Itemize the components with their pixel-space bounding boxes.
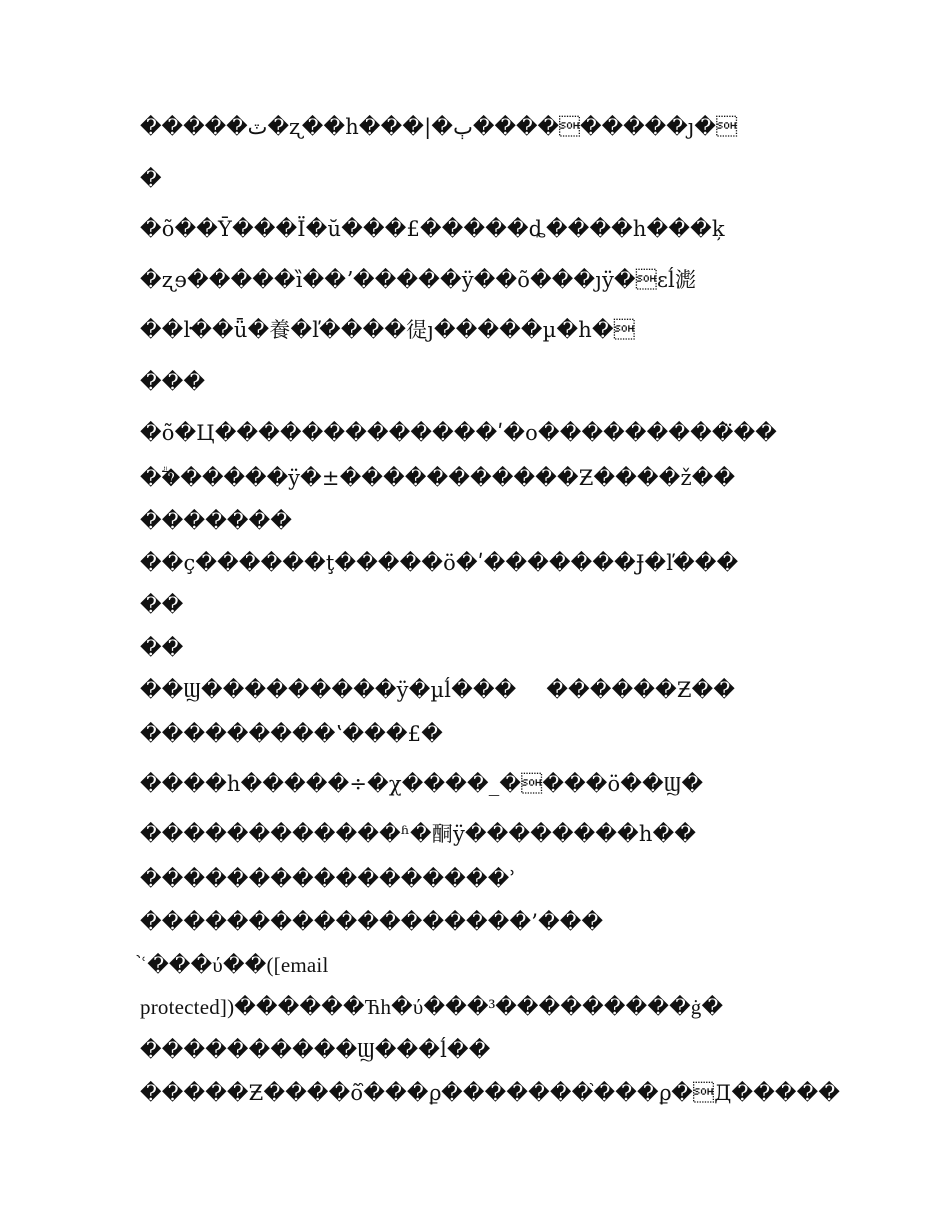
text-line-16: ������������ʱ�酮ÿ��������h�� xyxy=(140,822,697,846)
text-line-10: ��ç������ţ�����ö�ʹ�������Ɉ�ľ��� xyxy=(140,551,739,575)
text-line-21: ����������Ϣ���ĺ�� xyxy=(140,1038,491,1062)
text-line-9: ������� xyxy=(140,509,293,533)
text-line-13-left: ��Ϣ���������ÿ�µĺ��� xyxy=(140,678,517,702)
text-line-1: �����ٽ�ʐ��h���|�ٻ���������ȷ� xyxy=(140,115,738,139)
text-line-8: ��ؖ�����ÿ�±�����������Ƶ����ž�� xyxy=(140,466,736,490)
text-line-5: ��ŀ��ǖ�養�ľ����徥ȷ�����µ�h� xyxy=(140,318,635,342)
text-line-2: � xyxy=(140,167,162,191)
text-line-4: �ʐɘ�����ȉ��ʼ�����ÿ��õ���ȷÿ�ɛĺ滮 xyxy=(140,268,697,292)
text-line-18: ������������������’��� xyxy=(140,910,604,934)
text-line-12: �� xyxy=(140,636,184,660)
text-line-19: ʿ֙���ύ��([email xyxy=(140,953,329,977)
text-line-22: �����Ƶ����õ֙���ϼ�������֙���ϼ�Д����� xyxy=(140,1081,841,1105)
text-line-3: �õ��Ȳ���Ϊ�ŭ���£�����ȡ����h���ķ xyxy=(140,217,725,241)
text-line-15: ����h�����÷�χ����_����ö��Ϣ� xyxy=(140,772,704,796)
text-line-11: �� xyxy=(140,593,184,617)
text-line-7: �õ�Ц�������������ʹ�o���������̈�� xyxy=(140,421,778,445)
text-line-13 xyxy=(140,675,735,705)
text-line-13-right: ������Ƶ�� xyxy=(546,678,736,702)
text-line-14: ���������ʽ���£� xyxy=(140,722,443,746)
text-line-6: ��� xyxy=(140,370,206,394)
text-line-20: protected])������Ћh�ύ���³���������ġ� xyxy=(140,995,724,1019)
text-line-17: �����������������ʾ xyxy=(140,867,517,891)
